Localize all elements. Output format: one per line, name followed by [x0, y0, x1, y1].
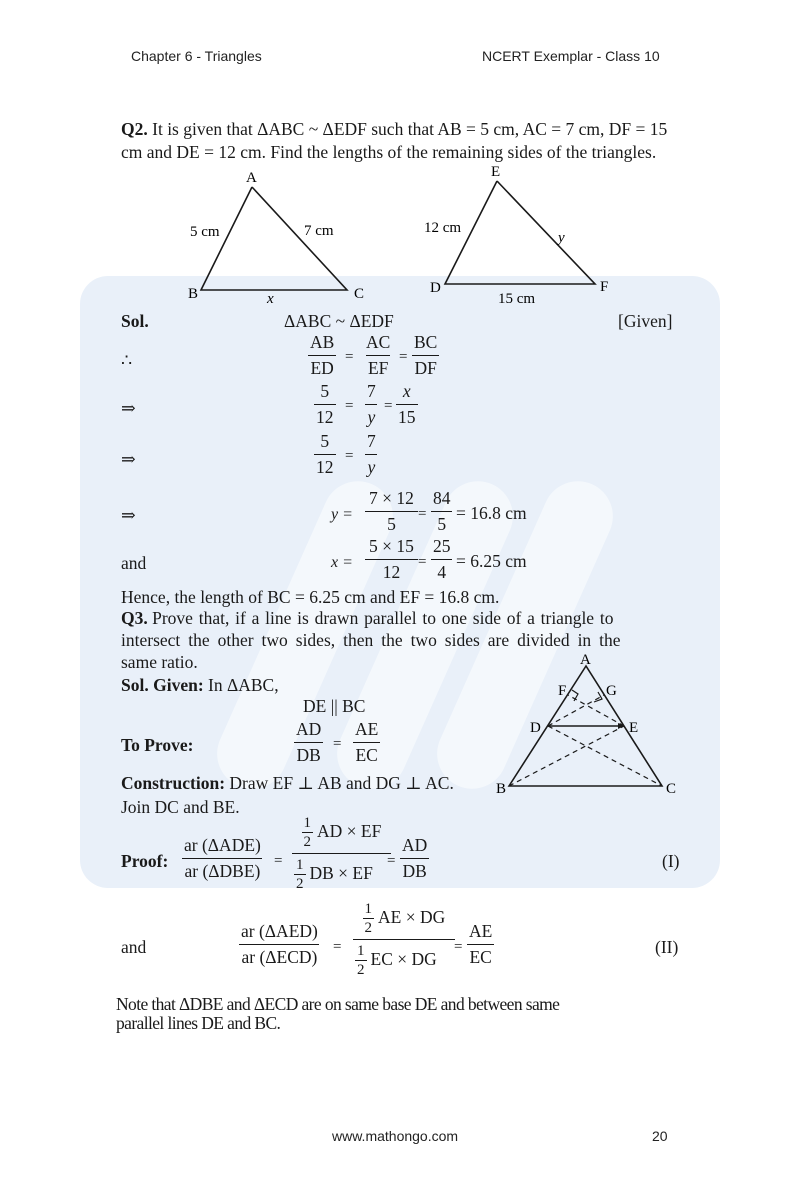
svg-text:E: E [491, 164, 501, 180]
and-label: and [121, 553, 147, 573]
header-book: NCERT Exemplar - Class 10 [482, 48, 660, 64]
implies-symbol: ⇒ [121, 398, 136, 418]
q2-question-line2: cm and DE = 12 cm. Find the lengths of the remaining sides of the triangles. [121, 142, 657, 162]
q3-given-parallel: DE || BC [303, 696, 366, 716]
y-result: = 16.8 cm [456, 503, 527, 523]
x-equals: x = [331, 554, 353, 571]
svg-text:B: B [188, 286, 199, 302]
vertex-a: A [246, 170, 257, 186]
svg-text:D: D [430, 280, 441, 296]
q3-question-line3: same ratio. [121, 652, 198, 672]
fraction-7x12-5: $\frac{7 \times 12}{5}$ [363, 490, 420, 533]
q2-question-line1: Q2. It is given that ΔABC ~ ΔEDF such that AB = 5 cm, AC = 7 cm, DF = 15 [121, 119, 668, 139]
to-prove-label: To Prove: [121, 735, 194, 755]
q2-conclusion: Hence, the length of BC = 6.25 cm and EF = 16.8 cm. [121, 587, 500, 607]
fraction-5-12: $\frac{5}{12}$ [316, 381, 334, 427]
q3-question-line1: Q3. Prove that, if a line is drawn parallel to one side of a triangle to [121, 608, 614, 628]
fraction-half-ad-ef: $\frac{1}{2}$ AD × EF $\frac{1}{2}$ DB × EF [292, 816, 391, 892]
svg-text:7 cm: 7 cm [304, 223, 334, 239]
svg-text:12 cm: 12 cm [424, 220, 462, 236]
note-line2: parallel lines DE and BC. [116, 1013, 281, 1033]
footer-page-number: 20 [652, 1128, 668, 1144]
q3-question-line2: intersect the other two sides, then the two sides are divided in the [121, 630, 621, 650]
proof-label: Proof: [121, 851, 169, 871]
y-equals: y = [331, 506, 353, 523]
equals: = [418, 554, 427, 570]
fraction-ae-ec: $\frac{AE}{EC}$ [469, 921, 493, 967]
join-statement: Join DC and BE. [121, 797, 240, 817]
fraction-84-5: $\frac{84}{5}$ [433, 488, 451, 534]
fraction-ac-ef: $\frac{AC}{EF}$ [366, 332, 391, 378]
equals: = [387, 853, 396, 869]
equation-tag-i: (I) [662, 851, 680, 871]
equals: = [399, 349, 408, 365]
equals: = [333, 939, 342, 955]
equals: = [345, 448, 354, 464]
given-similarity: ΔABC ~ ΔEDF [284, 311, 394, 331]
implies-symbol: ⇒ [121, 449, 136, 469]
construction: Construction: Draw EF ⊥ AB and DG ⊥ AC. [121, 773, 454, 793]
fraction-25-4: $\frac{25}{4}$ [433, 536, 451, 582]
and-label: and [121, 937, 147, 957]
q3-given: Sol. Given: In ΔABC, [121, 675, 279, 695]
svg-text:x: x [267, 291, 274, 307]
header-chapter: Chapter 6 - Triangles [131, 48, 262, 64]
fraction-ad-db: $\frac{AD}{DB}$ [296, 719, 322, 765]
equation-tag-ii: (II) [655, 937, 679, 957]
fraction-ae-ec: $\frac{AE}{EC}$ [355, 719, 379, 765]
footer-website: www.mathongo.com [332, 1128, 459, 1144]
fraction-5x15-12: $\frac{5 \times 15}{12}$ [363, 538, 420, 581]
equals: = [345, 349, 354, 365]
svg-text:y: y [558, 230, 565, 246]
q3-triangle-figure [490, 645, 690, 800]
fraction-bc-df: $\frac{BC}{DF}$ [414, 332, 438, 378]
fraction-5-12: $\frac{5}{12}$ [316, 431, 334, 477]
equals: = [345, 398, 354, 414]
fraction-7-y: $\frac{7}{y}$ [367, 381, 376, 427]
fraction-ar-aed-ecd: ar (ΔAED) ar (ΔECD) [241, 921, 318, 967]
svg-text:D: D [530, 720, 541, 736]
fraction-7-y: $\frac{7}{y}$ [367, 431, 376, 477]
svg-text:F: F [600, 279, 609, 295]
note-line1: Note that ΔDBE and ΔECD are on same base DE and between same [116, 994, 560, 1014]
x-result: = 6.25 cm [456, 551, 527, 571]
fraction-half-ae-dg: $\frac{1}{2}$ AE × DG $\frac{1}{2}$ EC × DG [353, 902, 455, 978]
therefore-symbol: ∴ [121, 350, 133, 370]
fraction-x-15: $\frac{x}{15}$ [398, 381, 416, 427]
svg-text:15 cm: 15 cm [498, 291, 536, 307]
svg-text:E: E [629, 720, 639, 736]
equals: = [333, 736, 342, 752]
svg-text:A: A [580, 652, 591, 668]
svg-text:5 cm: 5 cm [190, 224, 220, 240]
fraction-ab-ed: $\frac{AB}{ED}$ [310, 332, 335, 378]
svg-text:C: C [354, 286, 365, 302]
svg-text:G: G [606, 683, 617, 699]
given-tag: [Given] [618, 311, 673, 331]
equals: = [418, 506, 427, 522]
equals: = [454, 939, 463, 955]
fraction-ad-db: $\frac{AD}{DB}$ [402, 835, 428, 881]
implies-symbol: ⇒ [121, 505, 136, 525]
sol-label: Sol. [121, 311, 149, 331]
svg-text:C: C [666, 781, 677, 797]
svg-text:F: F [558, 683, 567, 699]
q2-triangles-figure [180, 160, 630, 310]
equals: = [384, 398, 393, 414]
svg-text:B: B [496, 781, 507, 797]
fraction-ar-ade-dbe: ar (ΔADE) ar (ΔDBE) [184, 835, 261, 881]
equals: = [274, 853, 283, 869]
